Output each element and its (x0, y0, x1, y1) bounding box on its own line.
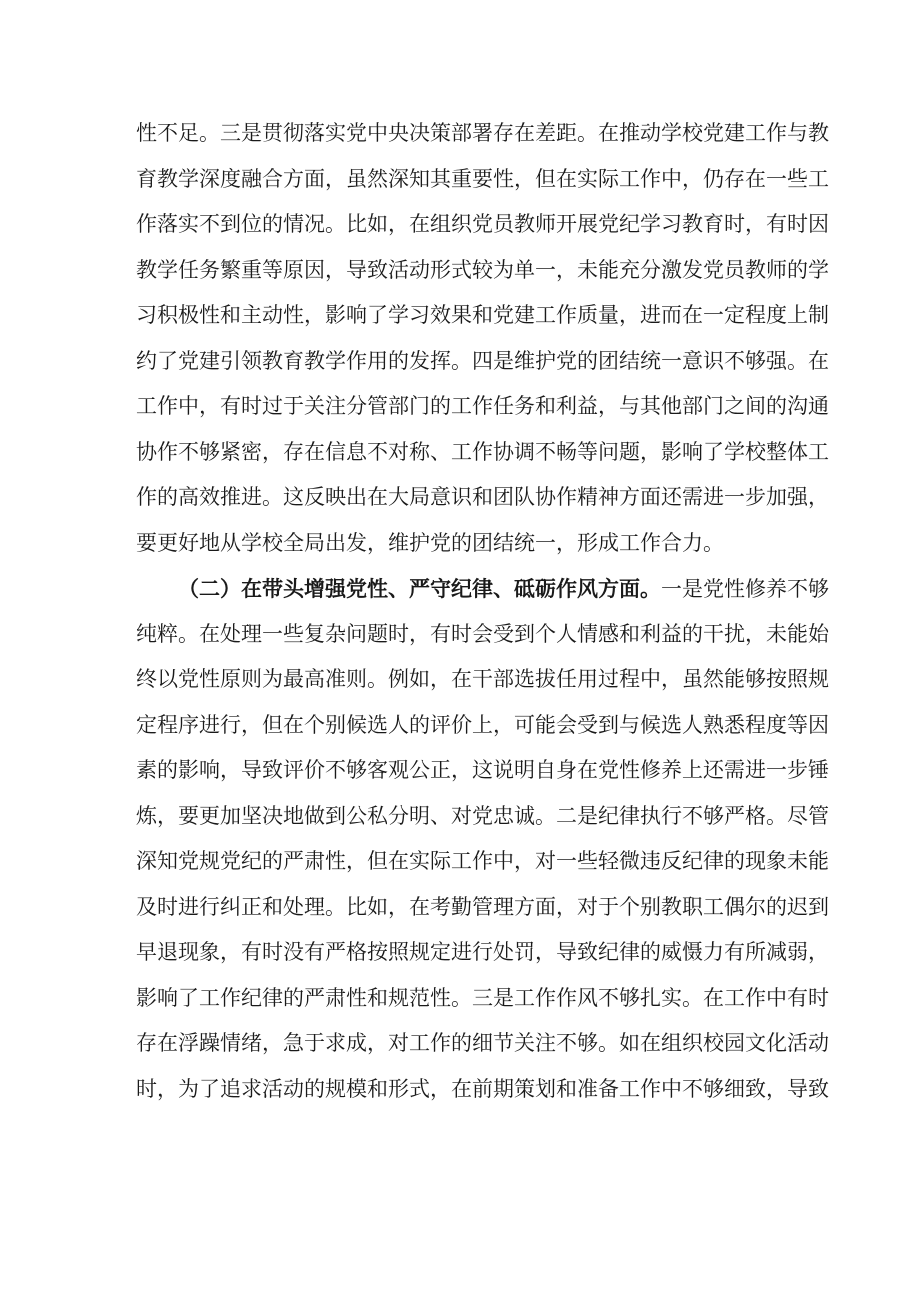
section-heading: （二）在带头增强党性、严守纪律、砥砺作风方面。 (178, 576, 661, 601)
text-line: 要更好地从学校全局出发，维护党的团结统一，形成工作合力。 (136, 530, 724, 555)
text-line: 定程序进行，但在个别候选人的评价上，可能会受到与候选人熟悉程度等因 (136, 712, 829, 737)
text-line: 性不足。三是贯彻落实党中央决策部署存在差距。在推动学校党建工作与教 (136, 121, 829, 145)
section-heading-continuation: 一是党性修养不够 (661, 577, 829, 601)
text-line: 习积极性和主动性，影响了学习效果和党建工作质量，进而在一定程度上制 (136, 303, 829, 327)
section-heading-line (136, 566, 829, 612)
text-line: 时，为了追求活动的规模和形式，在前期策划和准备工作中不够细致，导致 (136, 1076, 829, 1101)
text-line: 作的高效推进。这反映出在大局意识和团队协作精神方面还需进一步加强， (136, 485, 829, 509)
text-line: 早退现象，有时没有严格按照规定进行处罚，导致纪律的威慑力有所减弱， (136, 940, 829, 964)
text-line: 炼，要更加坚决地做到公私分明、对党忠诚。二是纪律执行不够严格。尽管 (136, 803, 829, 828)
text-line: 约了党建引领教育教学作用的发挥。四是维护党的团结统一意识不够强。在 (136, 348, 829, 373)
text-line: 影响了工作纪律的严肃性和规范性。三是工作作风不够扎实。在工作中有时 (136, 985, 829, 1010)
text-line: 作落实不到位的情况。比如，在组织党员教师开展党纪学习教育时，有时因 (136, 212, 829, 236)
text-line: 教学任务繁重等原因，导致活动形式较为单一，未能充分激发党员教师的学 (136, 257, 829, 282)
text-line: 深知党规党纪的严肃性，但在实际工作中，对一些轻微违反纪律的现象未能 (136, 849, 829, 873)
text-line: 协作不够紧密，存在信息不对称、工作协调不畅等问题，影响了学校整体工 (136, 439, 829, 464)
text-line: 育教学深度融合方面，虽然深知其重要性，但在实际工作中，仍存在一些工 (136, 166, 829, 191)
text-line: 及时进行纠正和处理。比如，在考勤管理方面，对于个别教职工偶尔的迟到 (136, 894, 829, 919)
document-body (136, 111, 829, 1112)
text-line: 纯粹。在处理一些复杂问题时，有时会受到个人情感和利益的干扰，未能始 (136, 621, 829, 646)
text-line: 工作中，有时过于关注分管部门的工作任务和利益，与其他部门之间的沟通 (136, 394, 829, 418)
text-line: 素的影响，导致评价不够客观公正，这说明自身在党性修养上还需进一步锤 (136, 758, 829, 782)
text-line: 存在浮躁情绪，急于求成，对工作的细节关注不够。如在组织校园文化活动 (136, 1031, 829, 1055)
text-line: 终以党性原则为最高准则。例如，在干部选拔任用过程中，虽然能够按照规 (136, 667, 829, 691)
